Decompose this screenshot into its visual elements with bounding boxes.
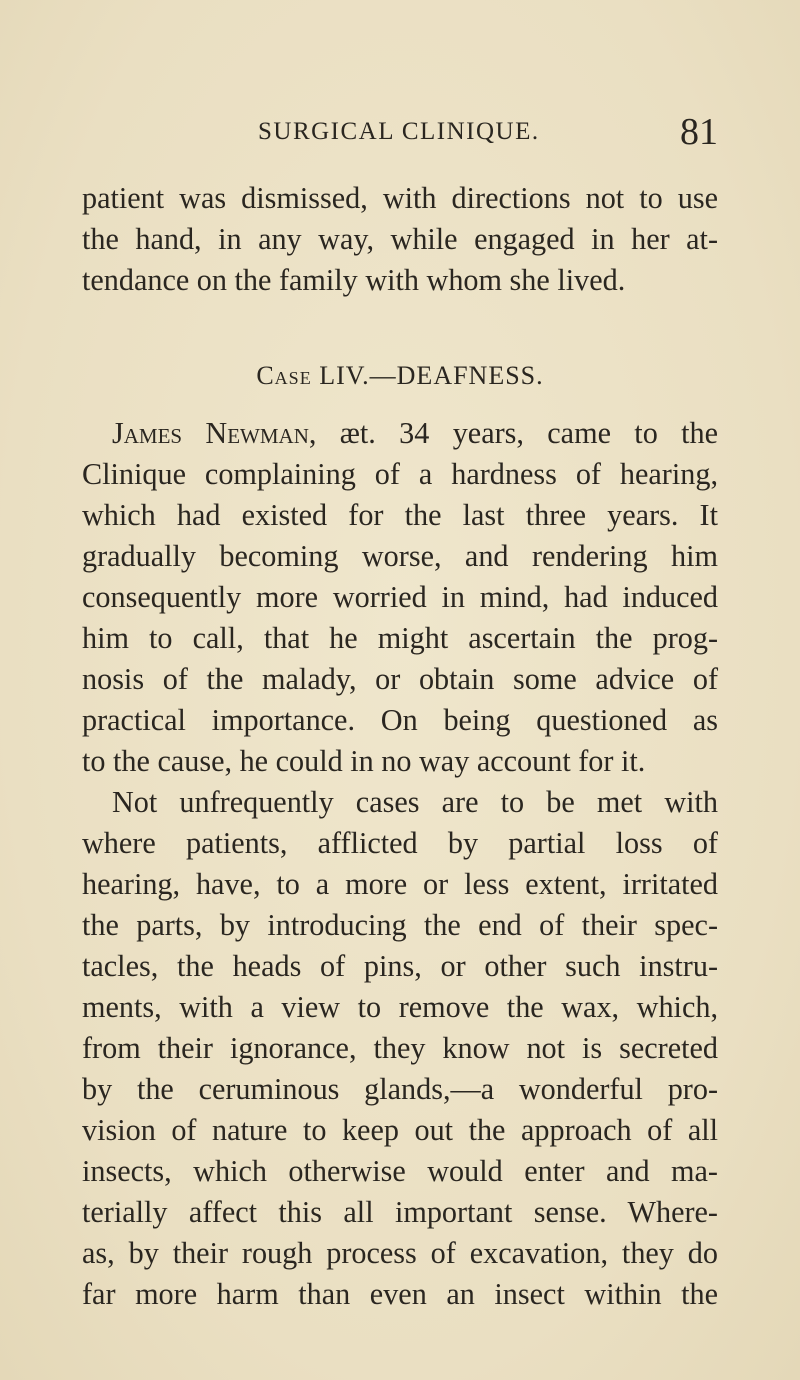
text-line: far more harm than even an insect within the xyxy=(82,1277,718,1311)
text-line: consequently more worried in mind, had induced xyxy=(82,580,718,614)
text-line: Not unfrequently cases are to be met with xyxy=(112,785,718,819)
text-line: the hand, in any way, while engaged in her at- xyxy=(82,222,718,256)
running-head-title: SURGICAL CLINIQUE. xyxy=(258,118,540,145)
text-line: James Newman, æt. 34 years, came to the xyxy=(112,416,718,450)
text-line: hearing, have, to a more or less extent, irritated xyxy=(82,867,718,901)
text-line: by the ceruminous glands,—a wonderful pro- xyxy=(82,1072,718,1106)
page-number: 81 xyxy=(680,111,718,153)
text-line: terially affect this all important sense. Where- xyxy=(82,1195,718,1229)
case-heading: Case LIV.—DEAFNESS. xyxy=(256,361,544,390)
text-line: tacles, the heads of pins, or other such instru- xyxy=(82,949,718,983)
text-line: Clinique complaining of a hardness of hearing, xyxy=(82,457,718,491)
text-line: nosis of the malady, or obtain some advice of xyxy=(82,662,718,696)
text-line: him to call, that he might ascertain the prog- xyxy=(82,621,718,655)
text-line: where patients, afflicted by partial loss of xyxy=(82,826,718,860)
text-line: to the cause, he could in no way account for it. xyxy=(82,744,646,778)
text-line: as, by their rough process of excavation, they do xyxy=(82,1236,718,1270)
text-line: practical importance. On being questioned as xyxy=(82,703,718,737)
text-line: gradually becoming worse, and rendering him xyxy=(82,539,718,573)
text-line: insects, which otherwise would enter and ma- xyxy=(82,1154,718,1188)
running-head xyxy=(258,110,718,160)
text-line: tendance on the family with whom she lived. xyxy=(82,263,626,297)
text-line: patient was dismissed, with directions not to use xyxy=(82,181,718,215)
text-line: ments, with a view to remove the wax, which, xyxy=(82,990,718,1024)
text-line: from their ignorance, they know not is secreted xyxy=(82,1031,718,1065)
text-line: which had existed for the last three years. It xyxy=(82,498,718,532)
text-line: the parts, by introducing the end of their spec- xyxy=(82,908,718,942)
text-line: vision of nature to keep out the approach of all xyxy=(82,1113,718,1147)
patient-name: James Newman, xyxy=(112,416,317,450)
